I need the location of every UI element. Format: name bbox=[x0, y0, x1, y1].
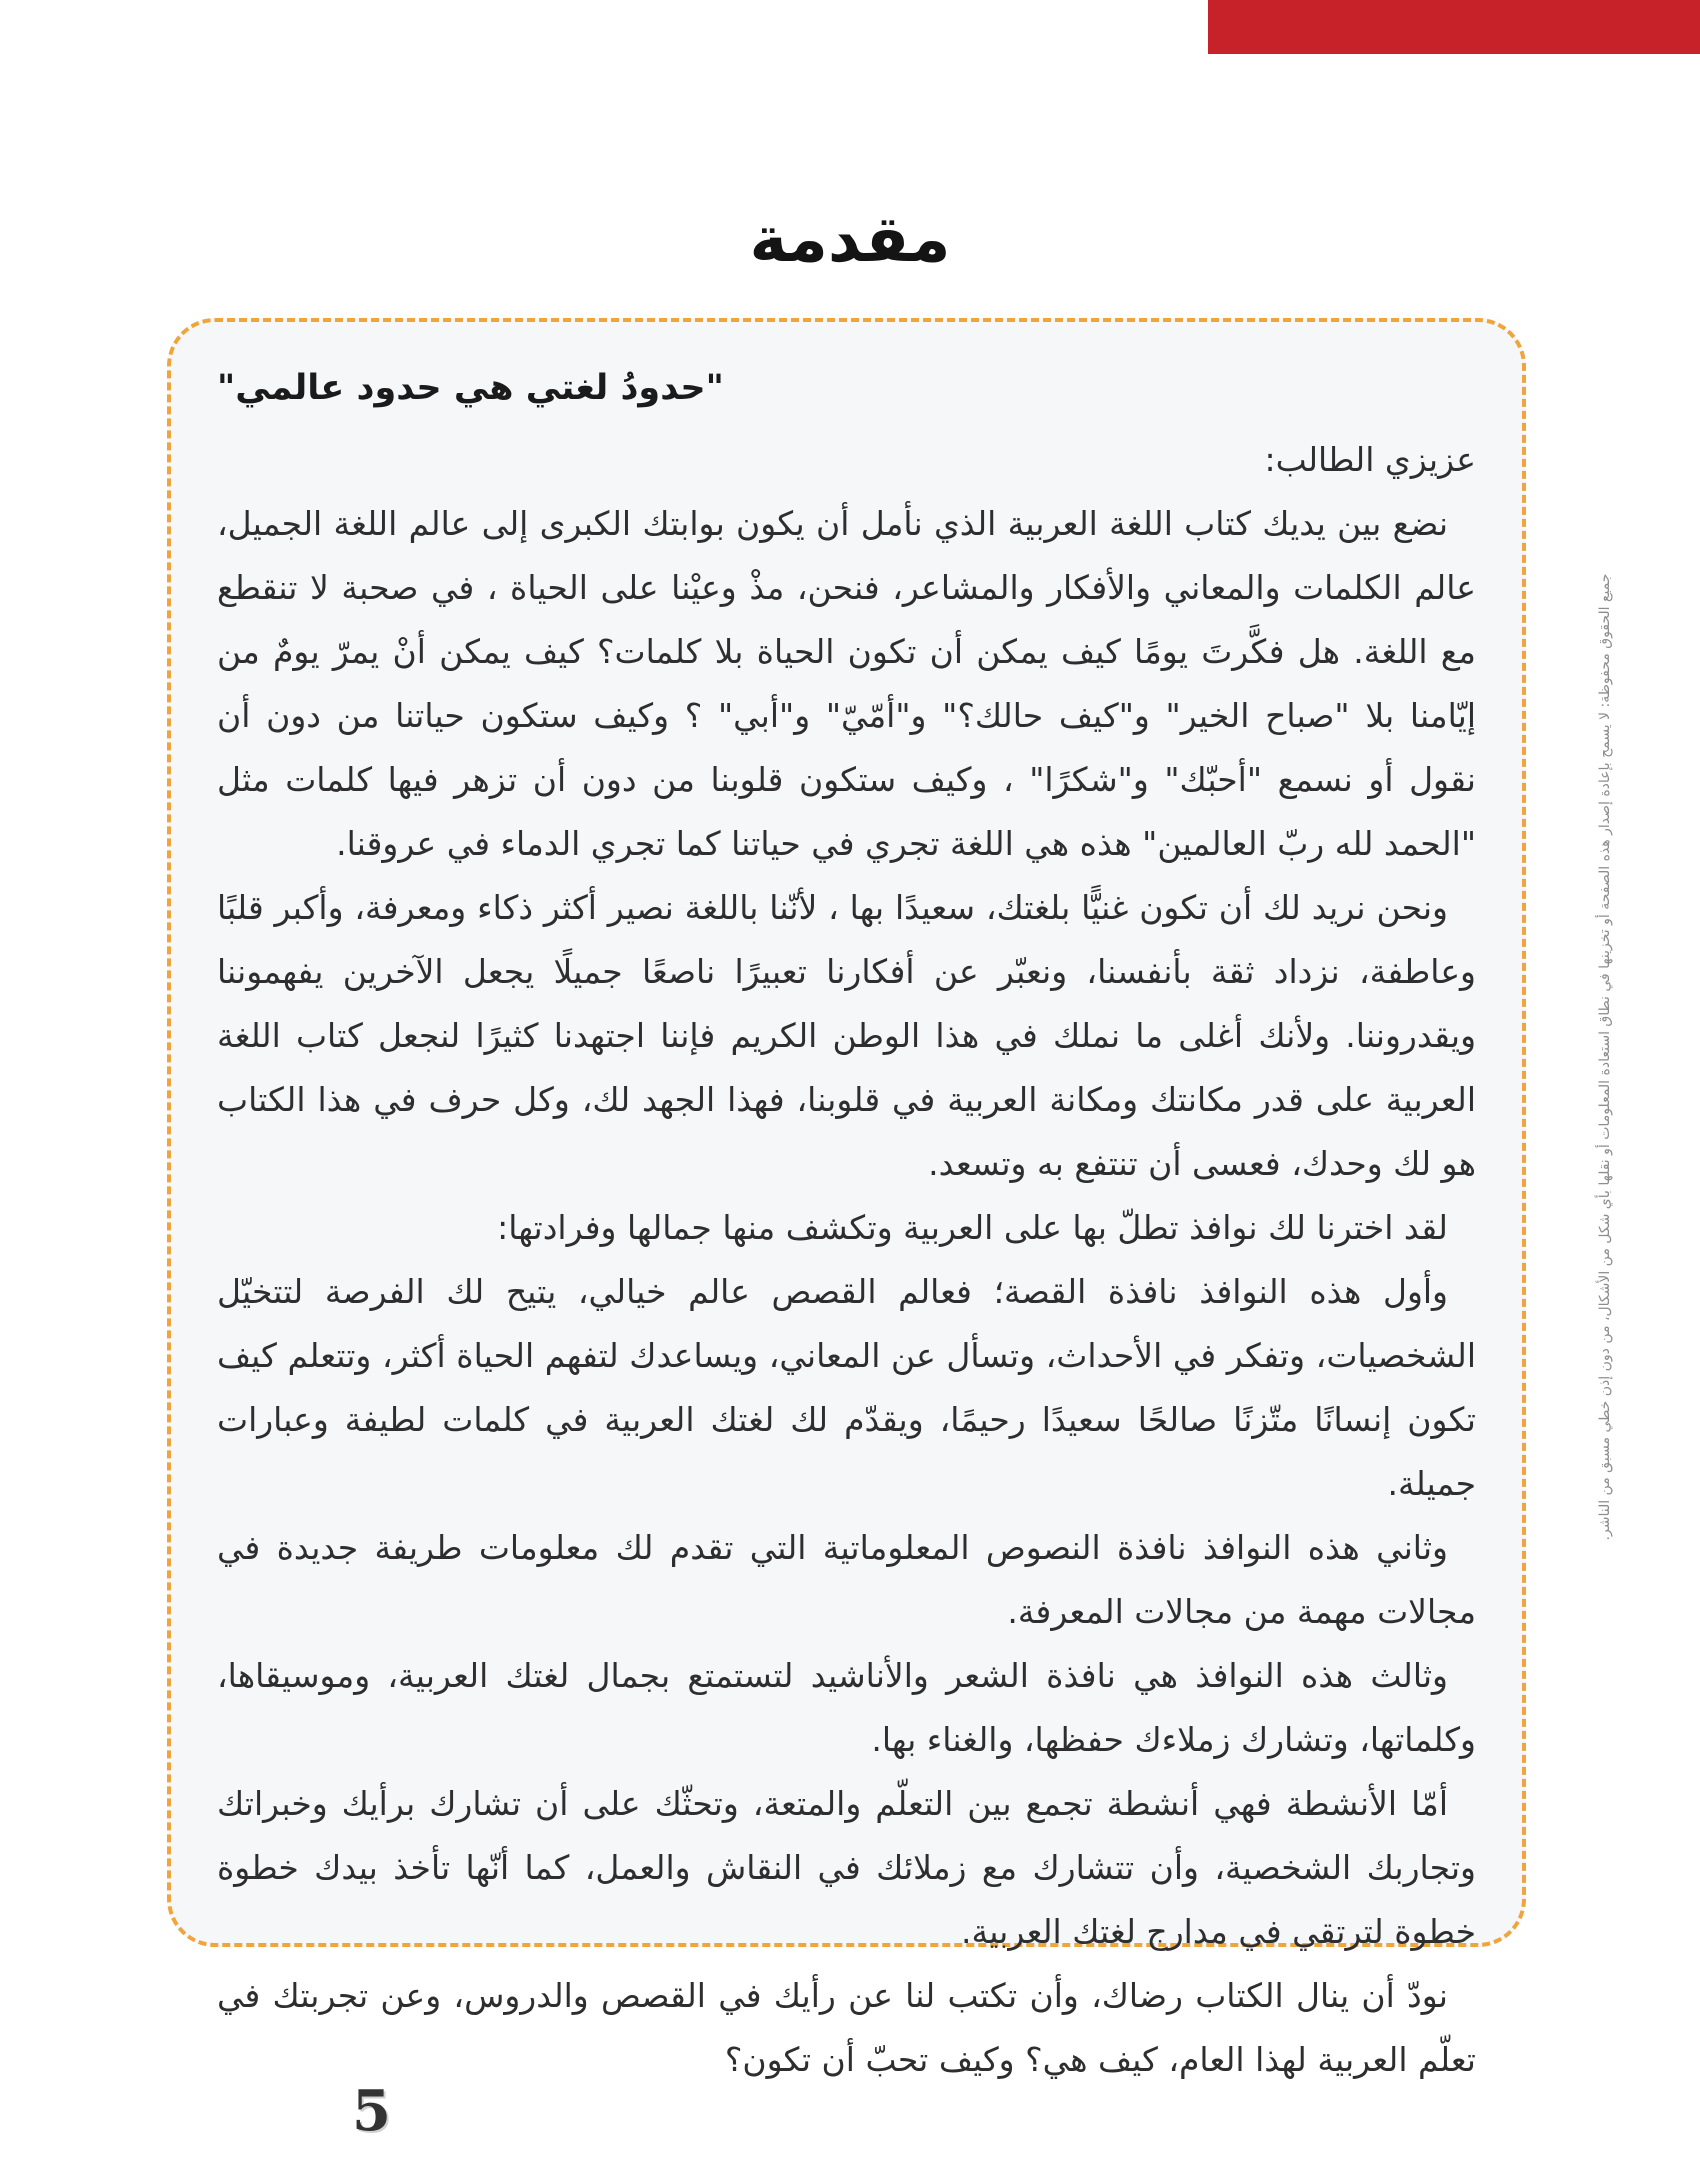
intro-paragraph: نضع بين يديك كتاب اللغة العربية الذي نأمل أن يكون بوابتك الكبرى إلى عالم اللغة الجميل، عالم الكلمات والمعاني والأفكار والمشاعر، فنحن، مذْ وعيْنا على الحياة ، في صحبة لا تنقطع مع اللغة. هل فكَّرتَ يومًا كيف يمكن أن تكون الحياة بلا كلمات؟ كيف يمكن أنْ يمرّ يومٌ من إيّامنا بلا "صباح الخير" و"كيف حالك؟" و"أمّيّ" و"أبي" ؟ وكيف ستكون حياتنا من دون أن نقول أو نسمع "أحبّك" و"شكرًا" ، وكيف ستكون قلوبنا من دون أن تزهر فيها كلمات مثل "الحمد لله ربّ العالمين" هذه هي اللغة تجري في حياتنا كما تجري الدماء في عروقنا. bbox=[217, 504, 1476, 863]
intro-paragraph: أمّا الأنشطة فهي أنشطة تجمع بين التعلّم والمتعة، وتحثّك على أن تشارك برأيك وخبراتك وتجاربك الشخصية، وأن تتشارك مع زملائك في النقاش والعمل، كما أنّها تأخذ بيدك خطوة خطوة لترتقي في مدارج لغتك العربية. bbox=[217, 1784, 1476, 1951]
intro-paragraph: ونحن نريد لك أن تكون غنيًّا بلغتك، سعيدًا بها ، لأنّنا باللغة نصير أكثر ذكاء ومعرفة، وأكبر قلبًا وعاطفة، نزداد ثقة بأنفسنا، ونعبّر عن أفكارنا تعبيرًا ناصعًا جميلًا يجعل الآخرين يفهموننا ويقدروننا. ولأنك أغلى ما نملك في هذا الوطن الكريم فإننا اجتهدنا كثيرًا لنجعل كتاب اللغة العربية على قدر مكانتك ومكانة العربية في قلوبنا، فهذا الجهد لك، وكل حرف في هذا الكتاب هو لك وحدك، فعسى أن تنتفع به وتسعد. bbox=[217, 888, 1476, 1183]
top-accent-band bbox=[1208, 0, 1700, 54]
introduction-box bbox=[167, 318, 1526, 2079]
intro-paragraph: وثالث هذه النوافذ هي نافذة الشعر والأناشيد لتستمتع بجمال لغتك العربية، وموسيقاها، وكلماتها، وتشارك زملاءك حفظها، والغناء بها. bbox=[217, 1656, 1476, 1759]
intro-paragraph: وثاني هذه النوافذ نافذة النصوص المعلوماتية التي تقدم لك معلومات طريفة جديدة في مجالات مهمة من مجالات المعرفة. bbox=[217, 1528, 1476, 1631]
intro-paragraph: لقد اخترنا لك نوافذ تطلّ بها على العربية وتكشف منها جمالها وفرادتها: bbox=[497, 1208, 1448, 1247]
page-number: 5 bbox=[352, 2078, 391, 2144]
page-title: مقدمة bbox=[749, 202, 951, 277]
copyright-margin-note: جميع الحقوق محفوظة: لا يسمح بإعادة إصدار هذه الصفحة أو تخزينها في نطاق استعادة المعلومات أو نقلها بأي شكل من الأشكال، من دون إذن خطي مسبق من الناشر. bbox=[1597, 573, 1613, 1541]
salutation: عزيزي الطالب: bbox=[1264, 440, 1476, 479]
intro-paragraph: وأول هذه النوافذ نافذة القصة؛ فعالم القصص عالم خيالي، يتيح لك الفرصة لتتخيّل الشخصيات، وتفكر في الأحداث، وتسأل عن المعاني، ويساعدك لتفهم الحياة أكثر، وتتعلم كيف تكون إنسانًا متّزنًا صالحًا سعيدًا رحيمًا، ويقدّم لك لغتك العربية في كلمات لطيفة وعبارات جميلة. bbox=[217, 1272, 1476, 1503]
intro-paragraph: نودّ أن ينال الكتاب رضاك، وأن تكتب لنا عن رأيك في القصص والدروس، وعن تجربتك في تعلّم العربية لهذا العام، كيف هي؟ وكيف تحبّ أن تكون؟ bbox=[217, 1976, 1476, 2079]
motto-quote: "حدودُ لغتي هي حدود عالمي" bbox=[217, 368, 724, 408]
